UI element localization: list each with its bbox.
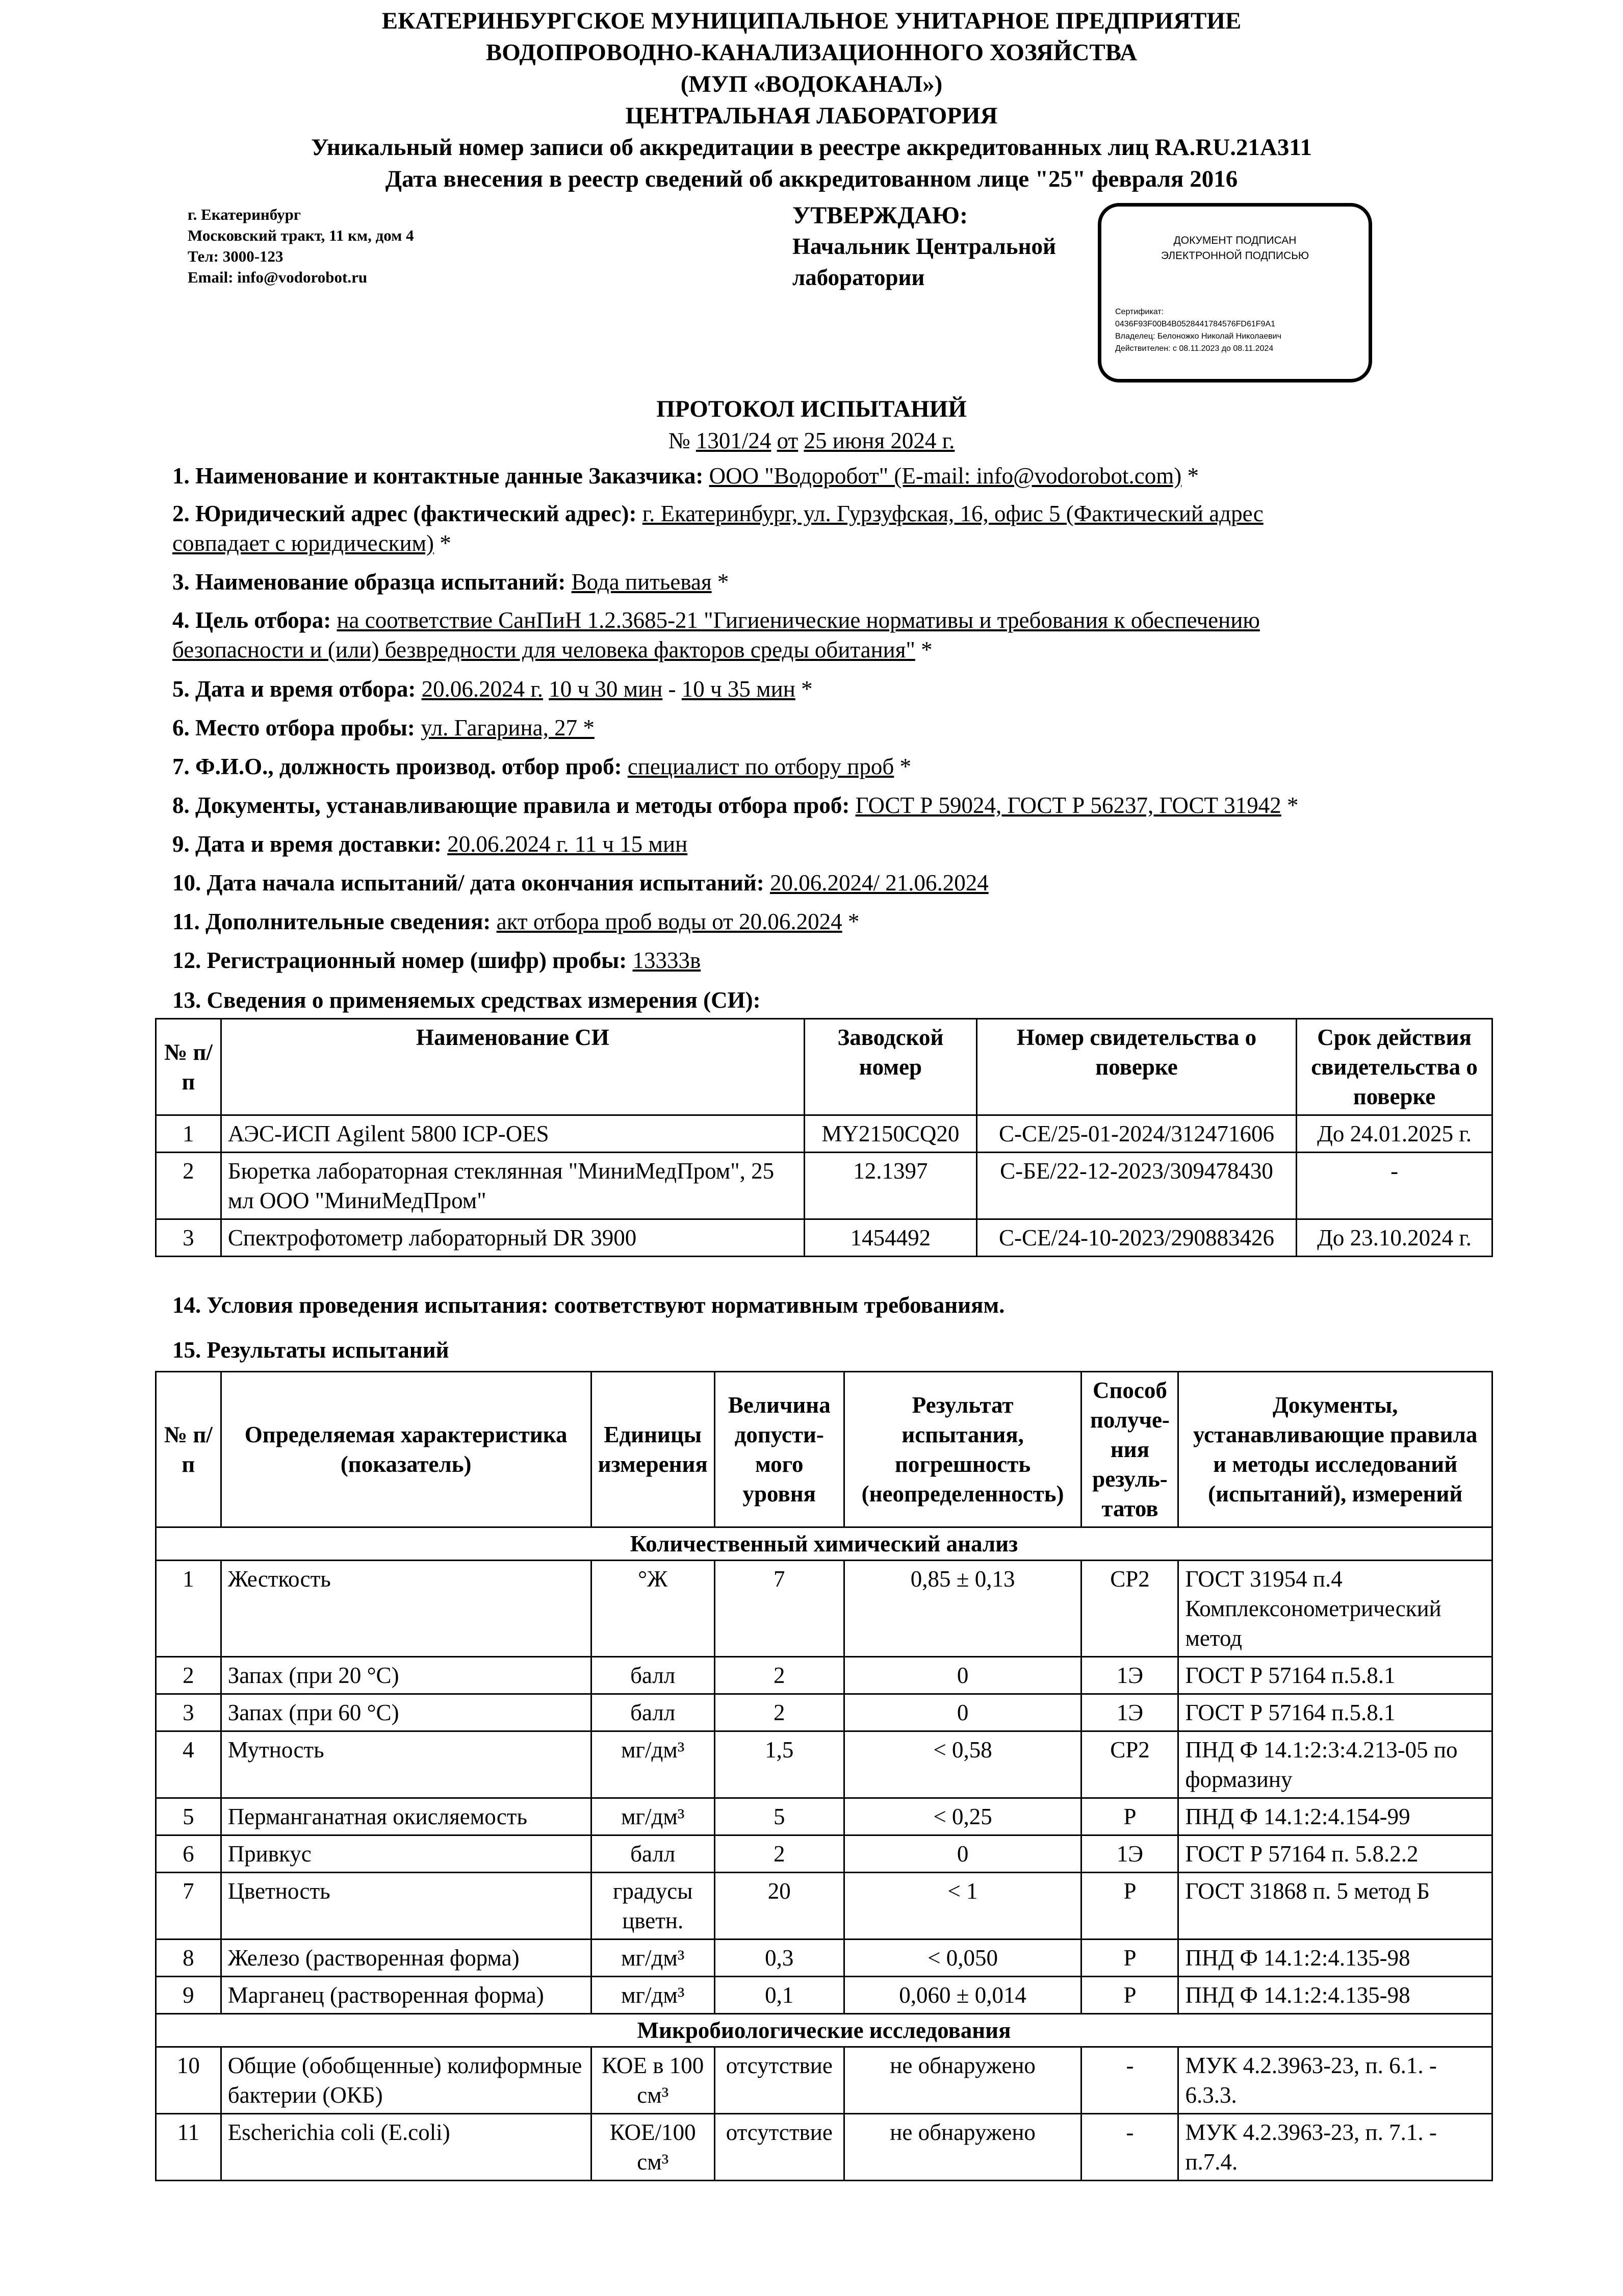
approval-line-2: лаборатории xyxy=(792,265,925,290)
res-cell-no: 9 xyxy=(156,1977,221,2014)
signature-details xyxy=(1115,306,1281,355)
item-4-star: * xyxy=(921,637,933,662)
table-row xyxy=(156,1657,1492,1694)
item-8-star: * xyxy=(1286,793,1299,818)
group-label-micro: Микробиологические исследования xyxy=(156,2014,1492,2047)
item-12-value: 13333в xyxy=(632,948,701,973)
item-6-value: ул. Гагарина, 27 * xyxy=(421,715,595,741)
header-line-1: ЕКАТЕРИНБУРГСКОЕ МУНИЦИПАЛЬНОЕ УНИТАРНОЕ ПРЕДПРИЯТИЕ xyxy=(381,8,1242,34)
res-cell-units: мг/дм³ xyxy=(591,1977,714,2014)
item-3-label: 3. Наименование образца испытаний: xyxy=(172,569,566,595)
organization-header xyxy=(0,5,1623,195)
res-header-no: № п/п xyxy=(156,1372,221,1527)
item-5-dash: - xyxy=(668,676,676,702)
item-1-label: 1. Наименование и контактные данные Заказчика: xyxy=(172,463,704,489)
table-row xyxy=(156,1561,1492,1657)
res-cell-docs: ПНД Ф 14.1:2:4.135-98 xyxy=(1178,1940,1492,1977)
res-cell-method: 1Э xyxy=(1081,1835,1178,1873)
signature-cert-label: Сертификат: xyxy=(1115,308,1164,316)
res-header-units: Единицы измерения xyxy=(591,1372,714,1527)
res-cell-characteristic: Привкус xyxy=(221,1835,591,1873)
res-cell-docs: МУК 4.2.3963-23, п. 6.1. - 6.3.3. xyxy=(1178,2047,1492,2114)
group-row-chemical xyxy=(156,1527,1492,1561)
si-header-name: Наименование СИ xyxy=(221,1019,804,1115)
si-table xyxy=(155,1018,1493,1257)
res-cell-docs: ГОСТ 31954 п.4 Комплексонометрический метод xyxy=(1178,1561,1492,1657)
res-cell-docs: ПНД Ф 14.1:2:4.154-99 xyxy=(1178,1798,1492,1835)
item-sample-name xyxy=(172,567,1416,597)
res-cell-allowed: 1,5 xyxy=(714,1731,844,1798)
item-10-value: 20.06.2024/ 21.06.2024 xyxy=(769,870,989,896)
res-cell-result: < 0,58 xyxy=(844,1731,1081,1798)
res-cell-no: 10 xyxy=(156,2047,221,2114)
item-11-label: 11. Дополнительные сведения: xyxy=(172,909,491,934)
res-cell-allowed: 2 xyxy=(714,1657,844,1694)
item-1-star: * xyxy=(1187,463,1199,489)
item-10-label: 10. Дата начала испытаний/ дата окончания испытаний: xyxy=(172,870,764,896)
res-header-method: Способ получе-ния резуль-татов xyxy=(1081,1372,1178,1527)
item-sampling-docs xyxy=(172,790,1416,820)
res-cell-characteristic: Цветность xyxy=(221,1873,591,1940)
res-cell-allowed: отсутствие xyxy=(714,2047,844,2114)
si-cell-validity: - xyxy=(1297,1153,1492,1219)
item-2-value-a: г. Екатеринбург, ул. Гурзуфская, 16, офис 5 (Фактический адрес xyxy=(642,501,1264,526)
si-header-no: № п/п xyxy=(156,1019,221,1115)
address-city: г. Екатеринбург xyxy=(188,206,301,223)
header-line-2: ВОДОПРОВОДНО-КАНАЛИЗАЦИОННОГО ХОЗЯЙСТВА xyxy=(485,39,1138,66)
item-2-star: * xyxy=(440,530,451,556)
item-9-label: 9. Дата и время доставки: xyxy=(172,831,442,857)
res-cell-allowed: 20 xyxy=(714,1873,844,1940)
res-cell-characteristic: Перманганатная окисляемость xyxy=(221,1798,591,1835)
res-cell-allowed: отсутствие xyxy=(714,2114,844,2181)
res-cell-result: 0,85 ± 0,13 xyxy=(844,1561,1081,1657)
res-cell-units: градусы цветн. xyxy=(591,1873,714,1940)
res-cell-no: 2 xyxy=(156,1657,221,1694)
approval-line-1: Начальник Центральной xyxy=(792,234,1056,259)
res-cell-method: СР2 xyxy=(1081,1731,1178,1798)
si-header-validity: Срок действия свидетельства о поверке xyxy=(1297,1019,1492,1115)
res-cell-method: Р xyxy=(1081,1940,1178,1977)
section-14-title: 14. Условия проведения испытания: соответствуют нормативным требованиям. xyxy=(172,1292,1005,1318)
res-cell-method: - xyxy=(1081,2047,1178,2114)
res-cell-result: < 0,25 xyxy=(844,1798,1081,1835)
signature-title-line-1: ДОКУМЕНТ ПОДПИСАН xyxy=(1173,235,1297,246)
res-cell-docs: ГОСТ 31868 п. 5 метод Б xyxy=(1178,1873,1492,1940)
protocol-from: от xyxy=(777,428,798,453)
table-row xyxy=(156,1219,1492,1257)
item-4-value-b: безопасности и (или) безвредности для человека факторов среды обитания" xyxy=(172,637,915,662)
signature-owner: Владелец: Белоножко Николай Николаевич xyxy=(1115,332,1281,341)
res-cell-allowed: 2 xyxy=(714,1835,844,1873)
protocol-no-prefix: № xyxy=(668,428,690,453)
item-11-star: * xyxy=(847,909,860,934)
signature-validity: Действителен: с 08.11.2023 до 08.11.2024 xyxy=(1115,344,1274,353)
res-cell-characteristic: Запах (при 20 °С) xyxy=(221,1657,591,1694)
item-sampler xyxy=(172,752,1416,781)
signature-title-line-2: ЭЛЕКТРОННОЙ ПОДПИСЬЮ xyxy=(1161,250,1309,262)
address-street: Московский тракт, 11 км, дом 4 xyxy=(188,226,414,244)
signature-cert: 0436F93F00B4B0528441784576FD61F9A1 xyxy=(1115,320,1276,328)
signature-title xyxy=(1101,233,1369,264)
res-cell-units: мг/дм³ xyxy=(591,1940,714,1977)
protocol-title: ПРОТОКОЛ ИСПЫТАНИЙ xyxy=(656,396,967,422)
item-5-date: 20.06.2024 г. xyxy=(421,676,543,702)
si-table-header xyxy=(156,1019,1492,1115)
item-12-label: 12. Регистрационный номер (шифр) пробы: xyxy=(172,948,627,973)
res-cell-characteristic: Escherichia coli (E.coli) xyxy=(221,2114,591,2181)
address-email: Email: info@vodorobot.ru xyxy=(188,268,368,286)
results-table xyxy=(155,1371,1493,2181)
header-line-4: ЦЕНТРАЛЬНАЯ ЛАБОРАТОРИЯ xyxy=(625,103,998,129)
res-cell-units: балл xyxy=(591,1657,714,1694)
si-cell-name: АЭС-ИСП Agilent 5800 ICP-OES xyxy=(221,1115,804,1153)
res-cell-result: 0 xyxy=(844,1694,1081,1731)
res-cell-result: < 1 xyxy=(844,1873,1081,1940)
si-cell-serial: 1454492 xyxy=(804,1219,976,1257)
item-2-label: 2. Юридический адрес (фактический адрес): xyxy=(172,501,637,526)
res-cell-characteristic: Марганец (растворенная форма) xyxy=(221,1977,591,2014)
item-legal-address xyxy=(172,499,1416,558)
res-cell-docs: МУК 4.2.3963-23, п. 7.1. - п.7.4. xyxy=(1178,2114,1492,2181)
res-header-allowed: Величина допусти-мого уровня xyxy=(714,1372,844,1527)
res-cell-no: 5 xyxy=(156,1798,221,1835)
si-cell-no: 1 xyxy=(156,1115,221,1153)
res-cell-allowed: 2 xyxy=(714,1694,844,1731)
res-cell-docs: ГОСТ Р 57164 п.5.8.1 xyxy=(1178,1657,1492,1694)
section-13-title: 13. Сведения о применяемых средствах измерения (СИ): xyxy=(172,987,761,1013)
res-cell-units: балл xyxy=(591,1694,714,1731)
group-row-micro xyxy=(156,2014,1492,2047)
res-cell-no: 6 xyxy=(156,1835,221,1873)
si-header-serial: Заводской номер xyxy=(804,1019,976,1115)
item-1-value: ООО "Водоробот" (E-mail: info@vodorobot.com) xyxy=(709,463,1182,489)
res-cell-units: КОЕ/100 см³ xyxy=(591,2114,714,2181)
section-15-title: 15. Результаты испытаний xyxy=(172,1337,449,1363)
si-cell-cert: С-СЕ/24-10-2023/290883426 xyxy=(976,1219,1296,1257)
res-cell-docs: ПНД Ф 14.1:2:3:4.213-05 по формазину xyxy=(1178,1731,1492,1798)
header-line-6: Дата внесения в реестр сведений об аккредитованном лице "25" февраля 2016 xyxy=(385,166,1238,192)
table-row xyxy=(156,1153,1492,1219)
address-phone: Тел: 3000-123 xyxy=(188,247,284,265)
res-cell-method: Р xyxy=(1081,1798,1178,1835)
si-cell-no: 2 xyxy=(156,1153,221,1219)
item-4-label: 4. Цель отбора: xyxy=(172,607,331,633)
item-delivery xyxy=(172,829,1416,859)
si-cell-cert: С-СЕ/25-01-2024/312471606 xyxy=(976,1115,1296,1153)
table-row xyxy=(156,2047,1492,2114)
table-row xyxy=(156,1977,1492,2014)
res-cell-characteristic: Железо (растворенная форма) xyxy=(221,1940,591,1977)
lab-address xyxy=(188,204,414,288)
res-cell-characteristic: Мутность xyxy=(221,1731,591,1798)
res-cell-method: Р xyxy=(1081,1873,1178,1940)
table-row xyxy=(156,1940,1492,1977)
table-row xyxy=(156,2114,1492,2181)
res-cell-allowed: 7 xyxy=(714,1561,844,1657)
table-row xyxy=(156,1835,1492,1873)
item-customer xyxy=(172,461,1416,491)
res-header-result: Результат испытания, погрешность (неопределенность) xyxy=(844,1372,1081,1527)
results-table-header xyxy=(156,1372,1492,1527)
res-cell-units: мг/дм³ xyxy=(591,1798,714,1835)
item-reg-number xyxy=(172,946,1416,975)
res-cell-allowed: 5 xyxy=(714,1798,844,1835)
res-cell-allowed: 0,1 xyxy=(714,1977,844,2014)
res-cell-no: 4 xyxy=(156,1731,221,1798)
res-cell-allowed: 0,3 xyxy=(714,1940,844,1977)
table-row xyxy=(156,1694,1492,1731)
item-3-value: Вода питьевая xyxy=(571,569,712,595)
res-cell-no: 8 xyxy=(156,1940,221,1977)
item-8-label: 8. Документы, устанавливающие правила и методы отбора проб: xyxy=(172,793,850,818)
res-cell-docs: ПНД Ф 14.1:2:4.135-98 xyxy=(1178,1977,1492,2014)
res-cell-result: 0,060 ± 0,014 xyxy=(844,1977,1081,2014)
res-cell-result: < 0,050 xyxy=(844,1940,1081,1977)
si-cell-no: 3 xyxy=(156,1219,221,1257)
si-cell-serial: 12.1397 xyxy=(804,1153,976,1219)
res-cell-result: 0 xyxy=(844,1835,1081,1873)
res-cell-no: 11 xyxy=(156,2114,221,2181)
item-5-to: 10 ч 35 мин xyxy=(681,676,795,702)
item-5-label: 5. Дата и время отбора: xyxy=(172,676,416,702)
header-line-3: (МУП «ВОДОКАНАЛ») xyxy=(680,71,943,97)
res-cell-result: не обнаружено xyxy=(844,2114,1081,2181)
item-5-from: 10 ч 30 мин xyxy=(549,676,663,702)
res-cell-units: °Ж xyxy=(591,1561,714,1657)
res-cell-no: 1 xyxy=(156,1561,221,1657)
header-line-5: Уникальный номер записи об аккредитации в реестре аккредитованных лиц RA.RU.21А311 xyxy=(311,134,1312,161)
res-cell-units: мг/дм³ xyxy=(591,1731,714,1798)
res-cell-no: 3 xyxy=(156,1694,221,1731)
table-row xyxy=(156,1115,1492,1153)
item-4-value-a: на соответствие СанПиН 1.2.3685-21 "Гигиенические нормативы и требования к обеспечению xyxy=(337,607,1260,633)
item-purpose xyxy=(172,605,1416,665)
res-cell-method: 1Э xyxy=(1081,1694,1178,1731)
item-11-value: акт отбора проб воды от 20.06.2024 xyxy=(496,909,842,934)
protocol-date: 25 июня 2024 г. xyxy=(804,428,955,453)
res-cell-result: 0 xyxy=(844,1657,1081,1694)
item-5-star: * xyxy=(801,676,813,702)
res-cell-characteristic: Запах (при 60 °С) xyxy=(221,1694,591,1731)
approval-block xyxy=(792,200,1056,293)
res-cell-docs: ГОСТ Р 57164 п.5.8.1 xyxy=(1178,1694,1492,1731)
protocol-number xyxy=(0,425,1623,456)
item-extra-info xyxy=(172,907,1416,936)
item-7-label: 7. Ф.И.О., должность производ. отбор проб: xyxy=(172,754,622,779)
table-row xyxy=(156,1731,1492,1798)
table-row xyxy=(156,1873,1492,1940)
res-cell-method: 1Э xyxy=(1081,1657,1178,1694)
results-table-body xyxy=(156,1527,1492,2181)
res-cell-no: 7 xyxy=(156,1873,221,1940)
item-3-star: * xyxy=(717,569,729,595)
group-label-chemical: Количественный химический анализ xyxy=(156,1527,1492,1561)
item-sampling-time xyxy=(172,674,1416,704)
item-test-dates xyxy=(172,868,1416,898)
table-row xyxy=(156,1798,1492,1835)
res-header-docs: Документы, устанавливающие правила и методы исследований (испытаний), измерений xyxy=(1178,1372,1492,1527)
res-header-characteristic: Определяемая характеристика (показатель) xyxy=(221,1372,591,1527)
item-8-value: ГОСТ Р 59024, ГОСТ Р 56237, ГОСТ 31942 xyxy=(855,793,1281,818)
item-7-star: * xyxy=(899,754,911,779)
protocol-no-value: 1301/24 xyxy=(695,428,771,453)
si-header-cert: Номер свидетельства о поверке xyxy=(976,1019,1296,1115)
si-cell-cert: С-БЕ/22-12-2023/309478430 xyxy=(976,1153,1296,1219)
item-7-value: специалист по отбору проб xyxy=(627,754,894,779)
si-cell-name: Бюретка лабораторная стеклянная "МиниМедПром", 25 мл ООО "МиниМедПром" xyxy=(221,1153,804,1219)
si-cell-name: Спектрофотометр лабораторный DR 3900 xyxy=(221,1219,804,1257)
res-cell-result: не обнаружено xyxy=(844,2047,1081,2114)
si-cell-validity: До 24.01.2025 г. xyxy=(1297,1115,1492,1153)
res-cell-characteristic: Общие (обобщенные) колиформные бактерии (ОКБ) xyxy=(221,2047,591,2114)
res-cell-characteristic: Жесткость xyxy=(221,1561,591,1657)
si-cell-validity: До 23.10.2024 г. xyxy=(1297,1219,1492,1257)
res-cell-method: СР2 xyxy=(1081,1561,1178,1657)
res-cell-units: балл xyxy=(591,1835,714,1873)
item-6-label: 6. Место отбора пробы: xyxy=(172,715,415,741)
electronic-signature-stamp xyxy=(1098,203,1372,382)
item-9-value: 20.06.2024 г. 11 ч 15 мин xyxy=(447,831,688,857)
res-cell-method: Р xyxy=(1081,1977,1178,2014)
si-cell-serial: MY2150CQ20 xyxy=(804,1115,976,1153)
item-2-value-b: совпадает с юридическим) xyxy=(172,530,434,556)
res-cell-docs: ГОСТ Р 57164 п. 5.8.2.2 xyxy=(1178,1835,1492,1873)
res-cell-method: - xyxy=(1081,2114,1178,2181)
res-cell-units: КОЕ в 100 см³ xyxy=(591,2047,714,2114)
item-sampling-place xyxy=(172,713,1416,743)
approval-title: УТВЕРЖДАЮ: xyxy=(792,202,968,229)
